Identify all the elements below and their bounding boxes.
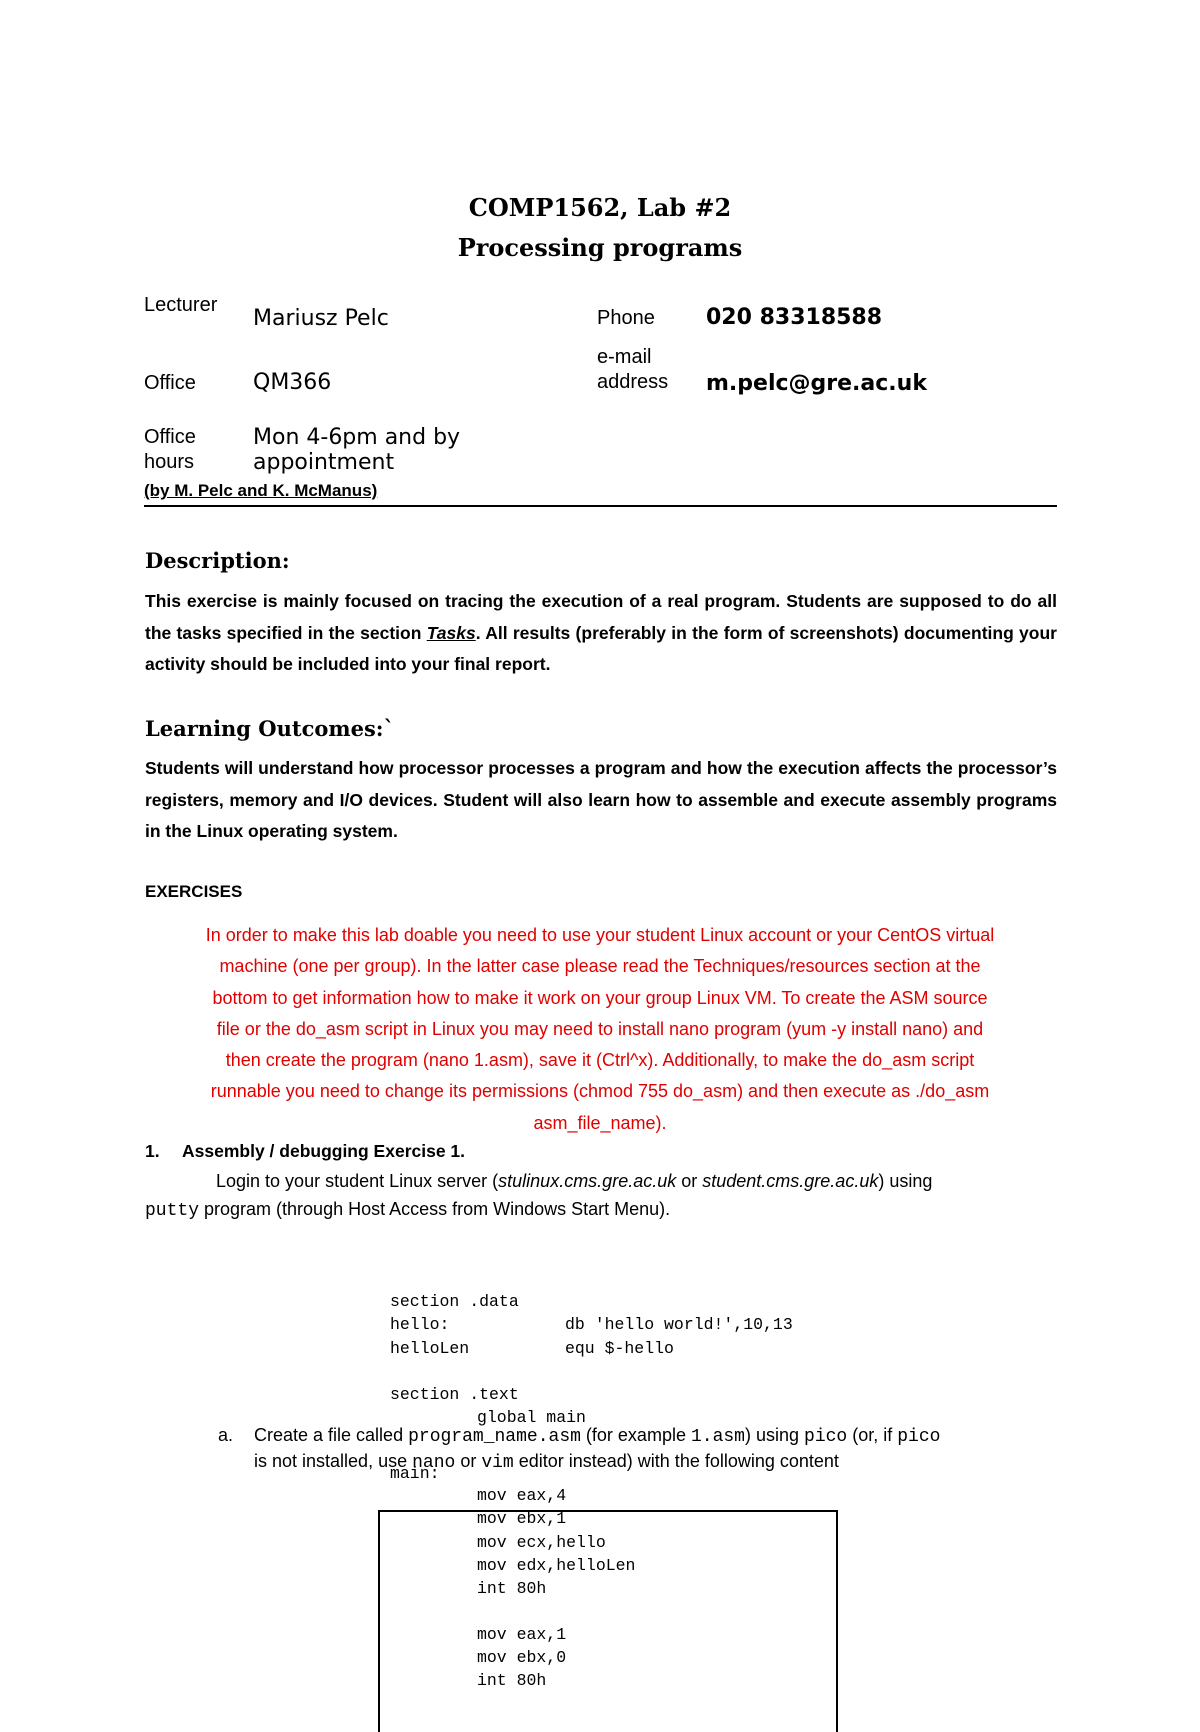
code-line: int 80h — [477, 1671, 547, 1690]
code-line: mov ebx,0 — [477, 1648, 567, 1667]
code-box — [378, 1510, 838, 1732]
sub-item-a-text-line2: is not installed, use nano or vim editor instead) with the following content — [254, 1451, 839, 1473]
code-line: mov eax,4 — [477, 1486, 567, 1505]
code-line: main: — [390, 1464, 440, 1483]
code-line: section .text — [390, 1385, 519, 1404]
sub-item-a-text: Create a file called program_name.asm (for example 1.asm) using pico (or, if pico — [254, 1425, 941, 1447]
office-hours-value: Mon 4-6pm and by appointment — [253, 425, 461, 475]
code-line: section .data — [390, 1292, 519, 1311]
phone-value: 020 83318588 — [706, 305, 883, 330]
code-line: mov ecx,hello — [477, 1533, 606, 1552]
page-subtitle: Processing programs — [457, 233, 743, 262]
description-text: This exercise is mainly focused on tracing the execution of a real program. Students are supposed to do all the tasks specified in the section Tasks. All results (preferably in the form of screenshots) documenting your activity should be included into your final report. — [145, 591, 1057, 674]
exercises-heading: EXERCISES — [145, 882, 243, 901]
phone-label: Phone — [597, 307, 655, 329]
office-hours-label: Office hours — [144, 426, 196, 473]
office-label: Office — [144, 372, 196, 394]
email-label: e-mail address — [597, 346, 669, 393]
code-line: hello: — [390, 1315, 450, 1334]
code-line: global main — [477, 1408, 586, 1427]
sub-item-a-label: a. — [218, 1425, 234, 1445]
lecturer-label: Lecturer — [144, 294, 218, 316]
exercise-1-number: 1. — [145, 1141, 160, 1161]
code-line: int 80h — [477, 1579, 547, 1598]
red-notice: In order to make this lab doable you need to use your student Linux account or your CentOS virtual machine (one per group). In the latter case please read the Techniques/resources section at the bottom to get information how to make it work on your group Linux VM. To create the ASM source file or the do_asm script in Linux you may need to install nano program (yum -y install nano) and then create the program (nano 1.asm), save it (Ctrl^x). Additionally, to make the do_asm script runnable you need to change its permissions (chmod 755 do_asm) and then execute as ./do_asm asm_file_name). — [205, 925, 995, 1133]
page-title: COMP1562, Lab #2 — [468, 193, 732, 222]
exercise-1-title: Assembly / debugging Exercise 1. — [182, 1141, 466, 1161]
header-divider — [144, 505, 1057, 507]
code-line: mov edx,helloLen — [477, 1556, 636, 1575]
login-instruction-line2: putty program (through Host Access from Windows Start Menu). — [145, 1199, 671, 1221]
authors-line: (by M. Pelc and K. McManus) — [144, 481, 378, 500]
learning-outcomes-heading: Learning Outcomes:` — [145, 716, 395, 741]
learning-outcomes-text: Students will understand how processor processes a program and how the execution affects the processor’s registers, memory and I/O devices. Student will also learn how to assemble and execute assembly programs in the Linux operating system. — [145, 758, 1057, 841]
code-line: equ $-hello — [565, 1339, 674, 1358]
code-line: helloLen — [390, 1339, 470, 1358]
description-heading: Description: — [145, 548, 290, 573]
lecturer-name: Mariusz Pelc — [253, 306, 389, 331]
login-instruction: Login to your student Linux server (stulinux.cms.gre.ac.uk or student.cms.gre.ac.uk) using — [216, 1171, 933, 1191]
code-line: mov ebx,1 — [477, 1509, 567, 1528]
tasks-link: Tasks — [426, 622, 476, 643]
office-value: QM366 — [253, 370, 332, 395]
code-line: mov eax,1 — [477, 1625, 567, 1644]
email-value: m.pelc@gre.ac.uk — [706, 371, 927, 396]
code-line: db 'hello world!',10,13 — [565, 1315, 793, 1334]
